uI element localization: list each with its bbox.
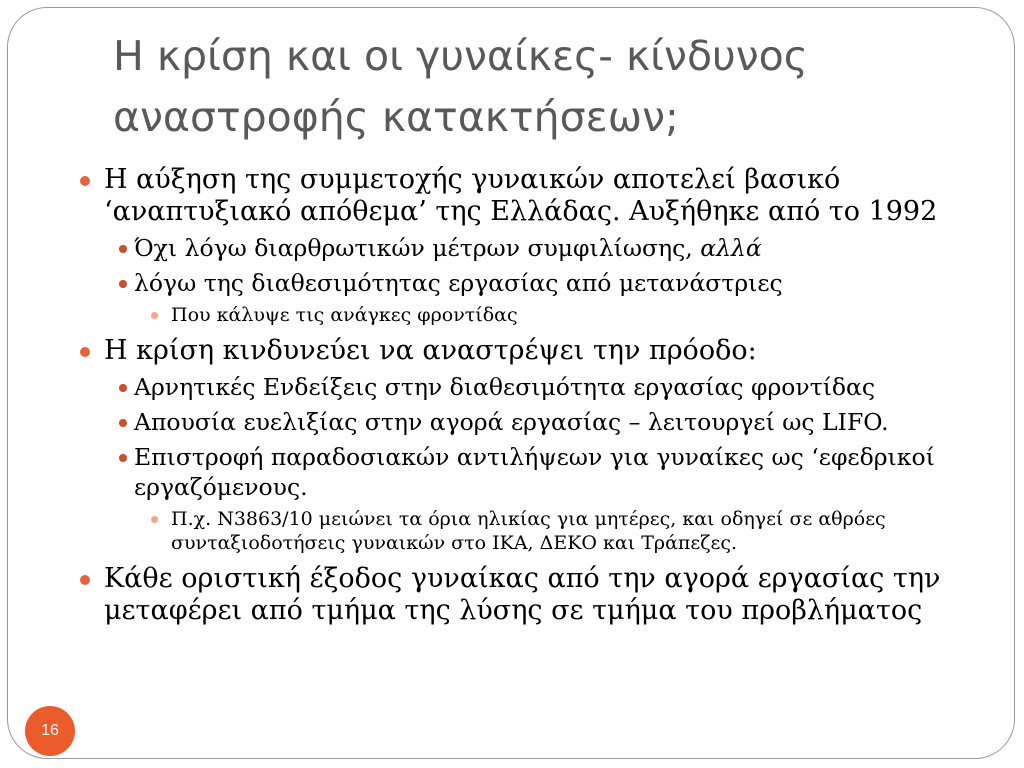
bullet-icon (119, 454, 127, 462)
bullet-item (68, 164, 968, 228)
sub-bullet-item (68, 233, 968, 263)
bullet-text: Π.χ. Ν3863/10 μειώνει τα όρια ηλικίας για μητέρες, και οδηγεί σε αθρόες συνταξιοδοτήσεις γυναικών στο ΙΚΑ, ΔΕΚΟ και Τράπεζες. (171, 508, 886, 554)
bullet-icon (151, 312, 158, 319)
slide-body (68, 156, 968, 627)
bullet-icon (151, 516, 158, 523)
bullet-text: Που κάλυψε τις ανάγκες φροντίδας (171, 304, 518, 326)
sub-bullet-item (68, 372, 968, 402)
bullet-icon (80, 347, 90, 357)
sub-bullet-item (68, 407, 968, 437)
bullet-text: Αρνητικές Ενδείξεις στην διαθεσιμότητα εργασίας φροντίδας (134, 373, 876, 401)
bullet-text: Κάθε οριστική έξοδος γυναίκας από την αγορά εργασίας την μεταφέρει από τμήμα της λύσης σε τμήμα του προβλήματος (104, 563, 941, 626)
bullet-icon (80, 575, 90, 585)
bullet-item (68, 335, 968, 367)
sub-bullet-item (68, 268, 968, 298)
slide-title: Η κρίση και οι γυναίκες- κίνδυνος αναστροφής κατακτήσεων; (113, 32, 808, 141)
bullet-text: Η αύξηση της συμμετοχής γυναικών αποτελεί βασικό ‘αναπτυξιακό απόθεμα’ της Ελλάδας. Αυξήθηκε από το 1992 (104, 164, 938, 227)
bullet-icon (80, 176, 90, 186)
bullet-text: Απουσία ευελιξίας στην αγορά εργασίας – λειτουργεί ως LIFO. (134, 408, 889, 436)
bullet-text: Όχι λόγω διαρθρωτικών μέτρων συμφιλίωσης, (134, 234, 701, 262)
bullet-text: Επιστροφή παραδοσιακών αντιλήψεων για γυναίκες ως ‘εφεδρικοί εργαζόμενους. (134, 443, 935, 501)
sub-bullet-item (68, 442, 968, 502)
bullet-icon (119, 280, 127, 288)
bullet-icon (119, 419, 127, 427)
sub-sub-bullet-item (68, 507, 968, 555)
emphasis-text: αλλά (700, 234, 762, 262)
page-number-badge: 16 (25, 706, 75, 756)
bullet-text: Η κρίση κινδυνεύει να αναστρέψει την πρόοδο: (104, 335, 757, 366)
slide-frame (7, 7, 1015, 759)
bullet-item (68, 563, 968, 627)
sub-sub-bullet-item (68, 303, 968, 327)
bullet-text: λόγω της διαθεσιμότητας εργασίας από μετανάστριες (134, 269, 783, 297)
bullet-icon (119, 245, 127, 253)
bullet-icon (119, 384, 127, 392)
